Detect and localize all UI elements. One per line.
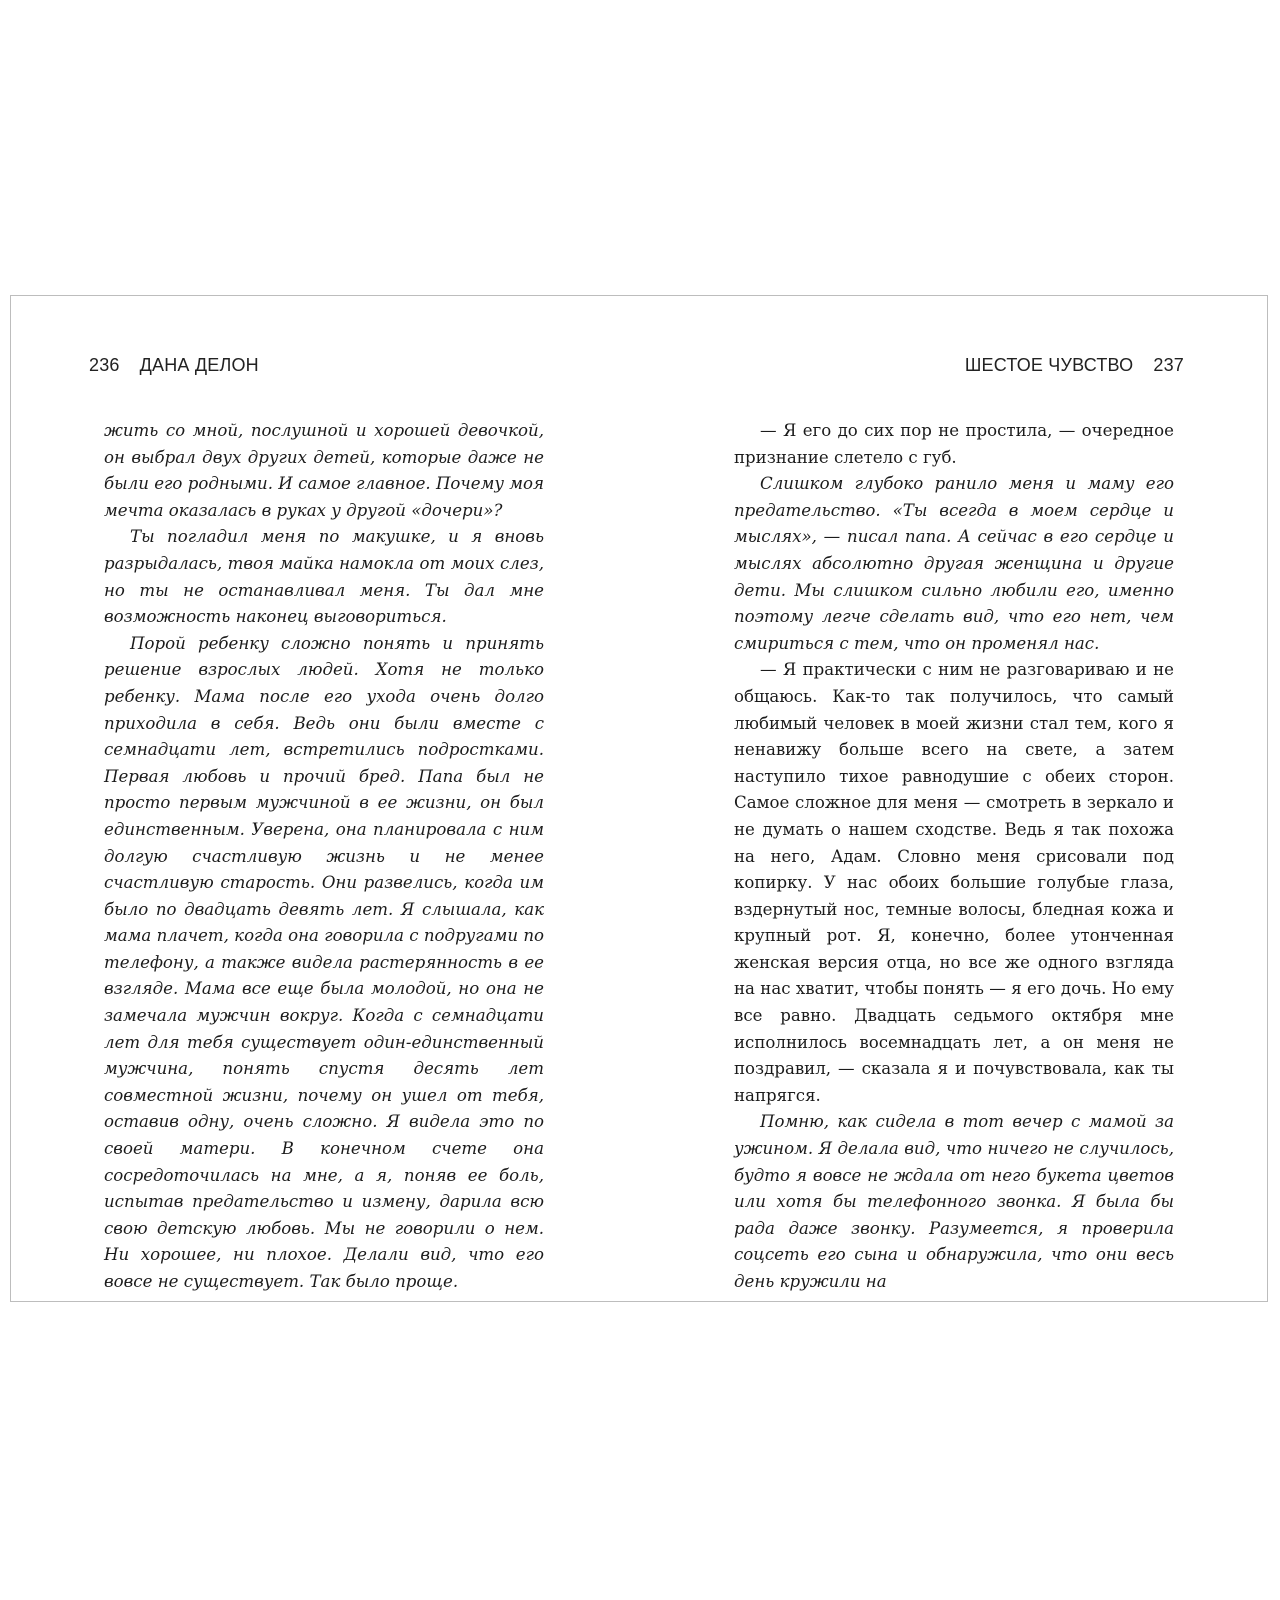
left-running-head: [89, 355, 259, 376]
paragraph: — Я практически с ним не разговариваю и не общаюсь. Как-то так получилось, что самый любимый человек в моей жизни стал тем, кого я ненавижу больше всего на свете, а затем наступило тихое равнодушие с обеих сторон. Самое сложное для меня — смотреть в зеркало и не думать о нашем сходстве. Ведь я так похожа на него, Адам. Словно меня срисовали под копирку. У нас обоих большие голубые глаза, вздернутый нос, темные волосы, бледная кожа и крупный рот. Я, конечно, более утонченная женская версия отца, но все же одного взгляда на нас хватит, чтобы понять — я его дочь. Но ему все равно. Двадцать седьмого октября мне исполнилось восемнадцать лет, а он меня не поздравил, — сказала я и почувствовала, как ты напрягся.: [734, 660, 1174, 1105]
left-page-number: 236: [89, 355, 120, 375]
paragraph: Слишком глубоко ранило меня и маму его предательство. «Ты всегда в моем сердце и мыслях», — писал папа. А сейчас в его сердце и мыслях абсолютно другая женщина и другие дети. Мы слишком сильно любили его, именно поэтому легче сделать вид, что его нет, чем смириться с тем, что он променял нас.: [734, 474, 1174, 653]
paragraph: Порой ребенку сложно понять и принять решение взрослых людей. Хотя не только ребенку. Мама после его ухода очень долго приходила в себя. Ведь они были вместе с семнадцати лет, встретились подростками. Первая любовь и прочий бред. Папа был не просто первым мужчиной в ее жизни, он был единственным. Уверена, она планировала с ним долгую счастливую жизнь и не менее счастливую старость. Они развелись, когда им было по двадцать девять лет. Я слышала, как мама плачет, когда она говорила с подругами по телефону, а также видела растерянность в ее взгляде. Мама все еще была молодой, но она не замечала мужчин вокруг. Когда с семнадцати лет для тебя существует один-единственный мужчина, понять спустя десять лет совместной жизни, почему он ушел от тебя, оставив одну, очень сложно. Я видела это по своей матери. В конечном счете она сосредоточилась на мне, а я, поняв ее боль, испытав предательство и измену, дарила всю свою детскую любовь. Мы не говорили о нем. Ни хорошее, ни плохое. Делали вид, что его вовсе не существует. Так было проще.: [104, 633, 544, 1291]
paragraph: — Я его до сих пор не простила, — очередное признание слетело с губ.: [734, 421, 1174, 467]
paragraph: Помню, как сидела в тот вечер с мамой за ужином. Я делала вид, что ничего не случилось, будто я вовсе не ждала от него букета цветов или хотя бы телефонного звонка. Я была бы рада даже звонку. Разумеется, я проверила соцсеть его сына и обнаружила, что они весь день кружили на: [734, 1112, 1174, 1291]
right-page-number: 237: [1153, 355, 1184, 375]
left-page-body: [104, 418, 544, 1296]
left-running-head-title: ДАНА ДЕЛОН: [139, 355, 259, 375]
paragraph: жить со мной, послушной и хорошей девочкой, он выбрал двух других детей, которые даже не были его родными. И самое главное. Почему моя мечта оказалась в руках у другой «дочери»?: [104, 421, 544, 520]
right-page-body: [734, 418, 1174, 1296]
right-running-head-title: ШЕСТОЕ ЧУВСТВО: [964, 355, 1134, 375]
right-running-head: [965, 355, 1184, 376]
paragraph: Ты погладил меня по макушке, и я вновь разрыдалась, твоя майка намокла от моих слез, но ты не останавливал меня. Ты дал мне возможность наконец выговориться.: [104, 527, 544, 627]
